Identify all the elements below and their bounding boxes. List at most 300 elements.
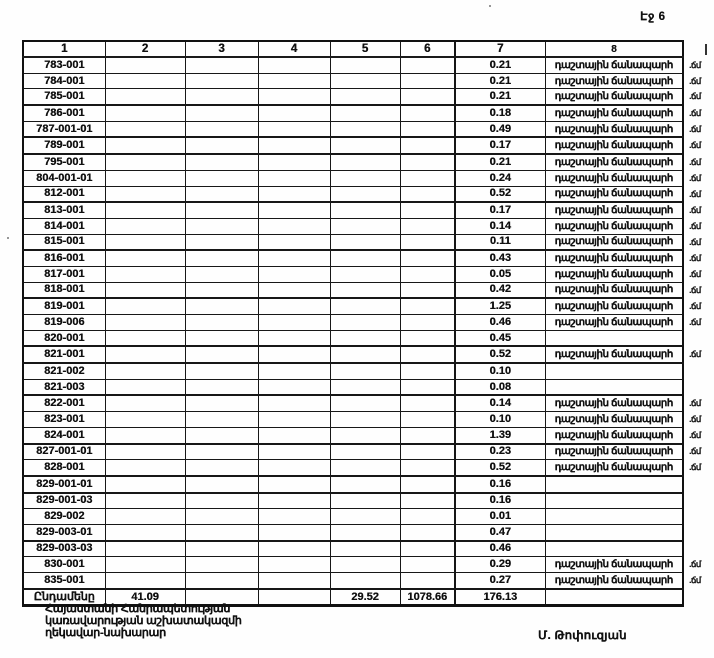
area-cell: 0.46 [455,541,545,557]
value-cell [185,250,258,266]
value-cell [185,541,258,557]
value-cell [400,266,455,282]
table-row [23,346,713,363]
value-cell [400,89,455,105]
value-cell [330,315,400,331]
table-row [23,73,713,89]
value-cell [185,266,258,282]
area-cell: 0.16 [455,476,545,493]
value-cell [330,557,400,573]
table-row [23,186,713,202]
code-cell: 824-001 [23,427,105,443]
value-cell [105,379,185,395]
value-cell [330,218,400,234]
value-cell [400,427,455,443]
area-cell: 0.47 [455,524,545,540]
margin-fragment: .ճմ [689,59,701,70]
value-cell [400,105,455,121]
value-cell [258,89,330,105]
margin-fragment [683,363,713,379]
table-row [23,509,713,525]
table-row [23,121,713,137]
value-cell [105,476,185,493]
value-cell [258,57,330,73]
road-type-cell: դաշտային ճանապարհ [545,427,683,443]
column-header-5: 5 [330,41,400,57]
scan-noise-dot [7,237,9,239]
value-cell [105,524,185,540]
value-cell [330,573,400,589]
area-cell: 0.18 [455,105,545,121]
scan-noise-dot [489,5,491,7]
value-cell [185,557,258,573]
code-cell: 827-001-01 [23,444,105,460]
value-cell [400,346,455,363]
value-cell [185,346,258,363]
code-cell: 819-006 [23,315,105,331]
table-row [23,234,713,250]
value-cell [258,363,330,379]
table-row [23,427,713,443]
value-cell [185,573,258,589]
value-cell [105,121,185,137]
road-type-cell: դաշտային ճանապարհ [545,202,683,218]
table-row [23,137,713,154]
value-cell [330,412,400,428]
value-cell [330,250,400,266]
code-cell: 822-001 [23,395,105,411]
value-cell [400,57,455,73]
value-cell [185,476,258,493]
code-cell: 829-003-01 [23,524,105,540]
value-cell [330,105,400,121]
value-cell [258,395,330,411]
column-header-8: 8 [545,41,683,57]
value-cell [185,121,258,137]
header-row [23,41,713,57]
table-row [23,444,713,460]
table-row [23,250,713,266]
table-row [23,460,713,476]
table-row [23,412,713,428]
value-cell [400,493,455,509]
code-cell: 815-001 [23,234,105,250]
value-cell [185,444,258,460]
value-cell [185,57,258,73]
margin-fragment: .ճմ [689,220,701,231]
code-cell: 814-001 [23,218,105,234]
road-type-cell: դաշտային ճանապարհ [545,315,683,331]
table-row [23,298,713,314]
value-cell [330,541,400,557]
area-cell: 0.21 [455,57,545,73]
value-cell [258,557,330,573]
value-cell [258,315,330,331]
value-cell [105,573,185,589]
value-cell [105,444,185,460]
value-cell: 1078.66 [400,589,455,606]
margin-fragment [683,330,713,346]
road-type-cell [545,476,683,493]
column-header-7: 7 [455,41,545,57]
table-row [23,524,713,540]
value-cell: 29.52 [330,589,400,606]
code-cell: 823-001 [23,412,105,428]
value-cell [400,524,455,540]
value-cell [105,412,185,428]
margin-fragment: .ճմ [689,252,701,263]
value-cell [258,73,330,89]
value-cell [330,73,400,89]
code-cell: 820-001 [23,330,105,346]
road-type-cell: դաշտային ճանապարհ [545,234,683,250]
margin-fragment: .ճմ [689,413,701,424]
value-cell [105,346,185,363]
margin-fragment: .ճմ [689,204,701,215]
road-type-cell: դաշտային ճանապարհ [545,412,683,428]
table-row [23,330,713,346]
value-cell [258,573,330,589]
margin-fragment: .ճմ [689,140,701,151]
value-cell [185,395,258,411]
area-cell: 0.17 [455,137,545,154]
code-cell: 835-001 [23,573,105,589]
table-row [23,105,713,121]
value-cell [258,234,330,250]
road-type-cell [545,541,683,557]
value-cell [105,427,185,443]
value-cell [185,427,258,443]
code-cell: 786-001 [23,105,105,121]
code-cell: 784-001 [23,73,105,89]
road-type-cell: դաշտային ճանապարհ [545,89,683,105]
value-cell [330,509,400,525]
signatory-title-line: Հայաստանի Հանրապետության [45,603,231,615]
value-cell [330,234,400,250]
road-type-cell: դաշտային ճանապարհ [545,266,683,282]
road-type-cell: դաշտային ճանապարհ [545,170,683,186]
margin-fragment: .ճմ [689,300,701,311]
value-cell [400,557,455,573]
value-cell [185,460,258,476]
table-row [23,202,713,218]
value-cell [258,476,330,493]
code-cell: 804-001-01 [23,170,105,186]
value-cell [330,427,400,443]
value-cell [105,218,185,234]
value-cell [258,541,330,557]
value-cell [400,363,455,379]
value-cell [185,412,258,428]
value-cell [400,573,455,589]
value-cell [185,330,258,346]
table-row [23,573,713,589]
road-type-cell: դաշտային ճանապարհ [545,282,683,298]
value-cell [258,524,330,540]
value-cell [258,186,330,202]
signatory-title-block [45,604,242,639]
value-cell [330,186,400,202]
value-cell [258,509,330,525]
value-cell [330,493,400,509]
table-row [23,493,713,509]
area-cell: 0.21 [455,89,545,105]
area-cell: 0.11 [455,234,545,250]
value-cell [400,460,455,476]
road-type-cell: դաշտային ճանապարհ [545,444,683,460]
value-cell [330,57,400,73]
table-row [23,363,713,379]
value-cell [185,73,258,89]
margin-fragment: .ճմ [689,316,701,327]
value-cell [258,202,330,218]
value-cell [330,282,400,298]
area-cell: 0.10 [455,363,545,379]
road-type-cell: դաշտային ճանապարհ [545,186,683,202]
road-type-cell [545,509,683,525]
margin-fragment: .ճմ [689,123,701,134]
table-row [23,89,713,105]
area-cell: 0.52 [455,460,545,476]
value-cell [185,282,258,298]
value-cell [258,589,330,606]
value-cell [185,105,258,121]
value-cell [258,105,330,121]
value-cell [258,493,330,509]
road-parcels-table [22,40,714,607]
value-cell [258,460,330,476]
value-cell [105,541,185,557]
value-cell [185,524,258,540]
value-cell [258,137,330,154]
value-cell [330,395,400,411]
margin-fragment: .ճմ [689,462,701,473]
code-cell: 821-003 [23,379,105,395]
value-cell [330,460,400,476]
area-cell: 0.23 [455,444,545,460]
value-cell [400,218,455,234]
value-cell [330,154,400,170]
value-cell [330,346,400,363]
value-cell [400,234,455,250]
margin-fragment [683,476,713,493]
area-cell: 0.42 [455,282,545,298]
value-cell [400,476,455,493]
value-cell [400,379,455,395]
value-cell [330,137,400,154]
area-cell: 0.24 [455,170,545,186]
code-cell: 828-001 [23,460,105,476]
area-cell: 1.25 [455,298,545,314]
value-cell [258,170,330,186]
value-cell [185,137,258,154]
signatory-title-line: կառավարության աշխատակազմի [45,614,242,627]
area-cell: 0.46 [455,315,545,331]
value-cell [330,266,400,282]
code-cell: 795-001 [23,154,105,170]
margin-fragment: .ճմ [689,107,701,118]
area-cell: 0.49 [455,121,545,137]
code-cell: 812-001 [23,186,105,202]
road-type-cell [545,589,683,606]
value-cell [330,298,400,314]
value-cell [400,202,455,218]
table-row [23,154,713,170]
value-cell [105,105,185,121]
value-cell [185,379,258,395]
value-cell [400,250,455,266]
value-cell [105,170,185,186]
margin-fragment: .ճմ [689,91,701,102]
value-cell [185,170,258,186]
value-cell [400,395,455,411]
code-cell: 829-002 [23,509,105,525]
road-type-cell [545,524,683,540]
area-cell: 1.39 [455,427,545,443]
area-cell: 0.29 [455,557,545,573]
table-row [23,218,713,234]
value-cell [105,250,185,266]
value-cell [105,154,185,170]
value-cell [105,89,185,105]
value-cell [258,121,330,137]
value-cell [330,202,400,218]
value-cell [258,298,330,314]
area-cell: 176.13 [455,589,545,606]
value-cell [330,379,400,395]
road-type-cell: դաշտային ճանապարհ [545,121,683,137]
area-cell: 0.10 [455,412,545,428]
table-row [23,282,713,298]
road-type-cell: դաշտային ճանապարհ [545,298,683,314]
road-type-cell [545,330,683,346]
column-header-2: 2 [105,41,185,57]
road-type-cell: դաշտային ճանապարհ [545,154,683,170]
value-cell [330,121,400,137]
value-cell [330,363,400,379]
value-cell [330,476,400,493]
margin-fragment [683,541,713,557]
area-cell: 0.16 [455,493,545,509]
margin-fragment: .ճմ [689,188,701,199]
margin-fragment [683,524,713,540]
road-type-cell [545,493,683,509]
value-cell [258,218,330,234]
value-cell [185,89,258,105]
total-label-cell: Ընդամենը [23,589,105,606]
area-cell: 0.14 [455,395,545,411]
margin-fragment: .ճմ [689,156,701,167]
value-cell [105,137,185,154]
road-type-cell: դաշտային ճանապարհ [545,395,683,411]
margin-fragment: .ճմ [689,446,701,457]
value-cell [105,298,185,314]
table-body [23,57,713,606]
area-cell: 0.05 [455,266,545,282]
value-cell [185,363,258,379]
area-cell: 0.52 [455,346,545,363]
code-cell: 830-001 [23,557,105,573]
margin-fragment: .ճմ [689,559,701,570]
table-row [23,557,713,573]
value-cell [400,509,455,525]
table-row [23,541,713,557]
margin-fragment [683,589,713,606]
value-cell [105,315,185,331]
value-cell [330,444,400,460]
margin-fragment [683,493,713,509]
table-row [23,379,713,395]
value-cell [185,298,258,314]
area-cell: 0.08 [455,379,545,395]
value-cell [258,346,330,363]
value-cell [185,186,258,202]
road-type-cell: դաշտային ճանապարհ [545,218,683,234]
road-type-cell: դաշտային ճանապարհ [545,73,683,89]
column-header-3: 3 [185,41,258,57]
value-cell [258,250,330,266]
code-cell: 819-001 [23,298,105,314]
value-cell [105,509,185,525]
area-cell: 0.27 [455,573,545,589]
margin-column [683,41,713,57]
road-type-cell [545,379,683,395]
value-cell [400,444,455,460]
value-cell [400,186,455,202]
column-header-6: 6 [400,41,455,57]
code-cell: 813-001 [23,202,105,218]
area-cell: 0.14 [455,218,545,234]
code-cell: 818-001 [23,282,105,298]
value-cell [330,89,400,105]
area-cell: 0.21 [455,73,545,89]
margin-fragment [683,509,713,525]
margin-fragment: .ճմ [689,172,701,183]
value-cell [185,493,258,509]
margin-fragment: .ճմ [689,75,701,86]
table-row [23,476,713,493]
code-cell: 821-001 [23,346,105,363]
value-cell [185,234,258,250]
margin-fragment: .ճմ [689,398,701,409]
code-cell: 785-001 [23,89,105,105]
value-cell [105,266,185,282]
value-cell [185,218,258,234]
road-type-cell: դաշտային ճանապարհ [545,250,683,266]
code-cell: 829-001-03 [23,493,105,509]
value-cell [258,154,330,170]
margin-fragment: .ճմ [689,268,701,279]
value-cell [400,298,455,314]
code-cell: 817-001 [23,266,105,282]
value-cell [400,541,455,557]
code-cell: 829-003-03 [23,541,105,557]
value-cell [105,460,185,476]
value-cell: 41.09 [105,589,185,606]
margin-fragment [683,379,713,395]
value-cell [400,73,455,89]
value-cell [258,444,330,460]
area-cell: 0.43 [455,250,545,266]
code-cell: 787-001-01 [23,121,105,137]
value-cell [400,137,455,154]
road-type-cell: դաշտային ճանապարհ [545,57,683,73]
page-number: Էջ 6 [640,11,666,23]
value-cell [400,121,455,137]
signature-name: Մ. Թոփուզյան [538,630,627,642]
value-cell [105,202,185,218]
value-cell [258,412,330,428]
